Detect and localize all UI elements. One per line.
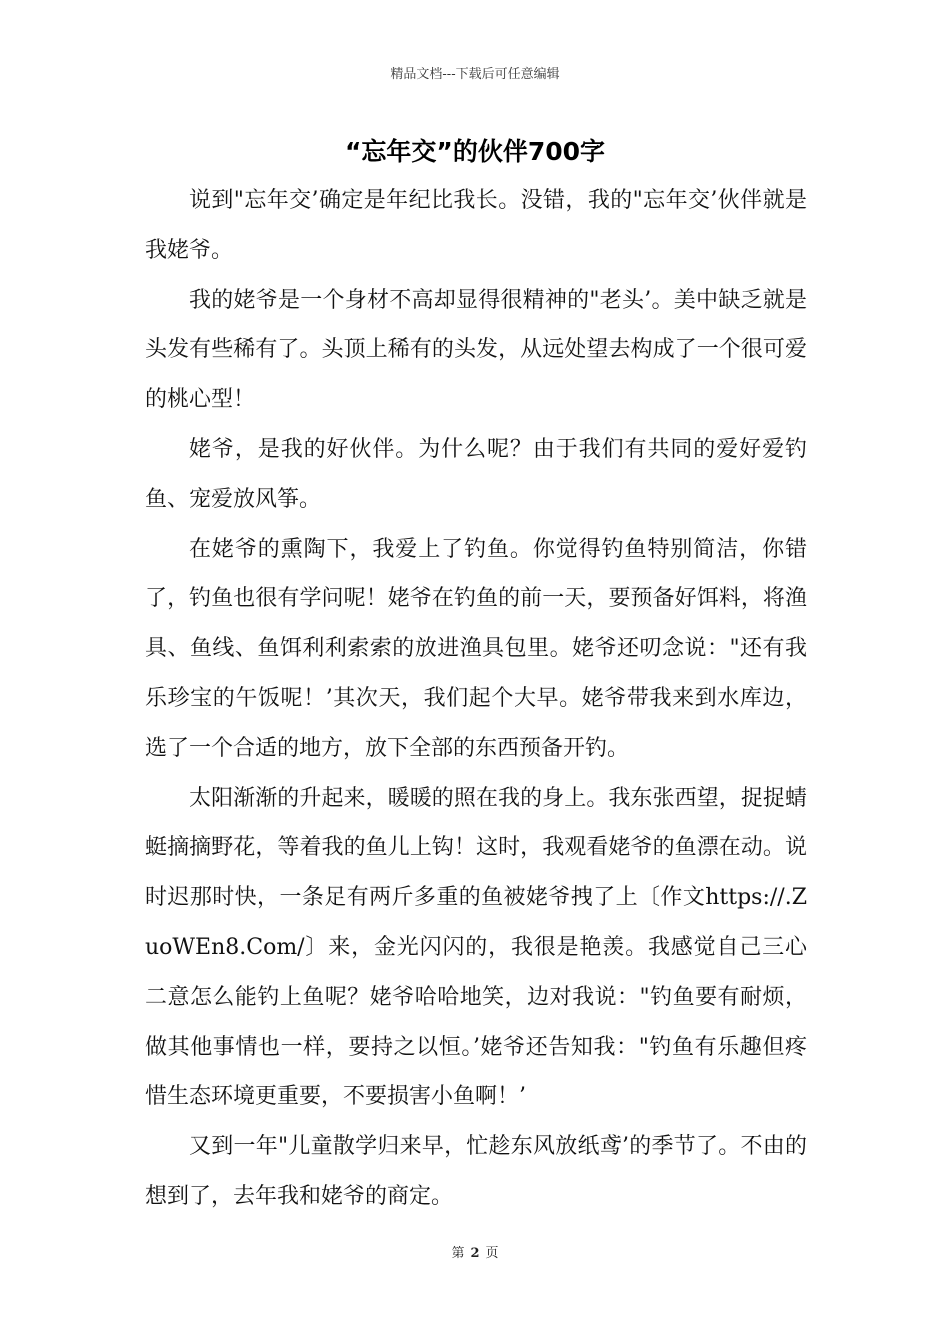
paragraph-2: 我的姥爷是一个身材不高却显得很精神的"老头’。美中缺乏就是头发有些稀有了。头顶上稀有的头发，从远处望去构成了一个很可爱的桃心型！ xyxy=(145,287,807,413)
document-title: “忘年交”的伙伴700字 xyxy=(344,137,606,166)
paragraph-6: 又到一年"儿童散学归来早，忙趁东风放纸鸢’的季节了。不由的想到了，去年我和姥爷的商定。 xyxy=(145,1134,807,1209)
page-header: 精品文档---下载后可任意编辑 xyxy=(390,67,560,82)
paragraph-3: 姥爷，是我的好伙伴。为什么呢？由于我们有共同的爱好爱钓鱼、宠爱放风筝。 xyxy=(145,436,807,512)
page-number-suffix: 页 xyxy=(485,1246,499,1261)
page-footer xyxy=(0,1245,950,1263)
page-number-prefix: 第 xyxy=(451,1246,465,1261)
document-body xyxy=(145,176,807,1222)
paragraph-4: 在姥爷的熏陶下，我爱上了钓鱼。你觉得钓鱼特别简洁，你错了，钓鱼也很有学问呢！姥爷在钓鱼的前一天，要预备好饵料，将渔具、鱼线、鱼饵利利索索的放进渔具包里。姥爷还叨念说："还有我乐珍宝的午饭呢！’其次天，我们起个大早。姥爷带我来到水库边，选了一个合适的地方，放下全部的东西预备开钓。 xyxy=(145,536,807,761)
page-number: 2 xyxy=(470,1246,480,1261)
paragraph-1: 说到"忘年交’确定是年纪比我长。没错，我的"忘年交’伙伴就是我姥爷。 xyxy=(145,188,807,263)
paragraph-5: 太阳渐渐的升起来，暖暖的照在我的身上。我东张西望，捉捉蜻蜓摘摘野花，等着我的鱼儿上钩！这时，我观看姥爷的鱼漂在动。说时迟那时快，一条足有两斤多重的鱼被姥爷拽了上〔作文https://.ZuoWEn8.Com/〕来，金光闪闪的，我很是艳羡。我感觉自己三心二意怎么能钓上鱼呢？姥爷哈哈地笑，边对我说："钓鱼要有耐烦，做其他事情也一样，要持之以恒。’姥爷还告知我："钓鱼有乐趣但疼惜生态环境更重要，不要损害小鱼啊！’ xyxy=(145,785,807,1110)
